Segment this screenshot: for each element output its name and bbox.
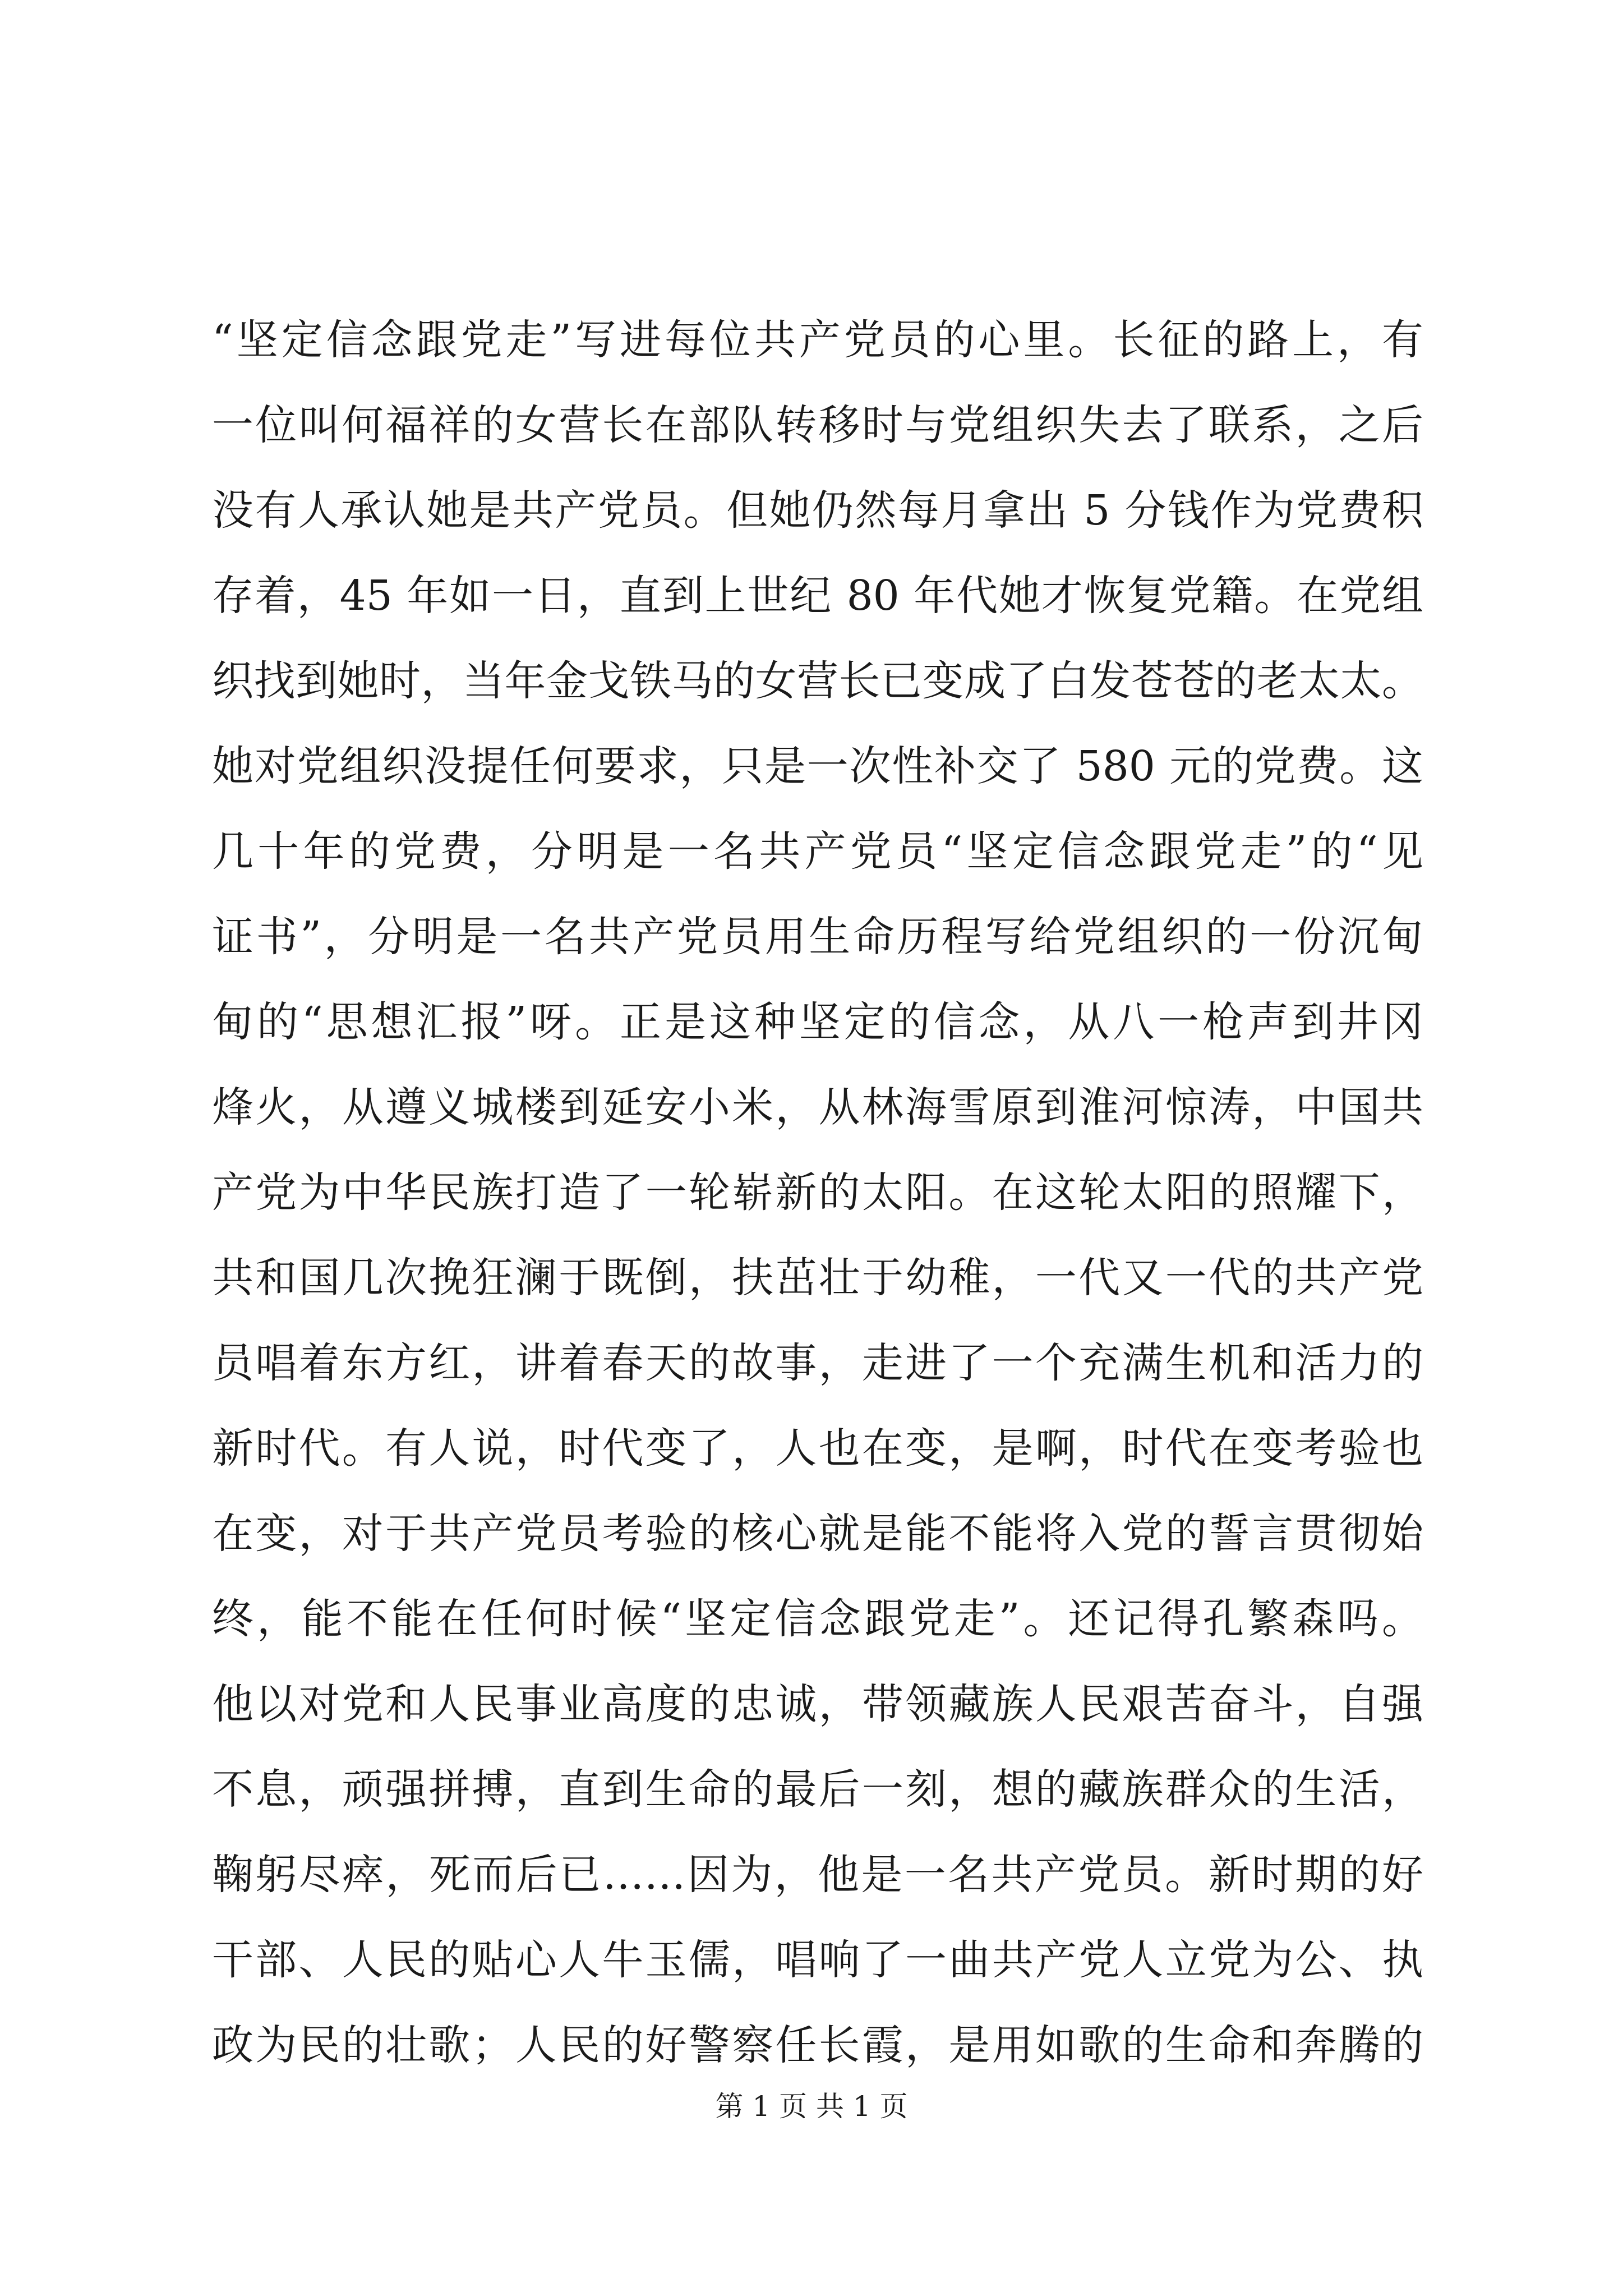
- text-line: 几十年的党费，分明是一名共产党员“坚定信念跟党走”的“见: [212, 827, 1423, 876]
- text-line: 干部、人民的贴心人牛玉儒，唱响了一曲共产党人立党为公、执: [212, 1936, 1423, 1984]
- text-line: 他以对党和人民事业高度的忠诚，带领藏族人民艰苦奋斗，自强: [212, 1680, 1423, 1728]
- text-line: 共和国几次挽狂澜于既倒，扶茁壮于幼稚，一代又一代的共产党: [212, 1254, 1423, 1302]
- text-line: 一位叫何福祥的女营长在部队转移时与党组织失去了联系，之后: [212, 401, 1423, 449]
- text-line: 织找到她时，当年金戈铁马的女营长已变成了白发苍苍的老太太。: [212, 657, 1423, 705]
- page-footer: 第 1 页 共 1 页: [715, 2090, 908, 2123]
- text-line: 在变，对于共产党员考验的核心就是能不能将入党的誓言贯彻始: [212, 1510, 1423, 1558]
- text-line: 鞠躬尽瘁，死而后已……因为，他是一名共产党员。新时期的好: [212, 1851, 1423, 1899]
- text-line: 没有人承认她是共产党员。但她仍然每月拿出 5 分钱作为党费积: [212, 486, 1423, 535]
- text-line: 不息，顽强拼搏，直到生命的最后一刻，想的藏族群众的生活，: [212, 1765, 1423, 1814]
- text-line: “坚定信念跟党走”写进每位共产党员的心里。长征的路上，有: [212, 316, 1423, 364]
- text-line: 烽火，从遵义城楼到延安小米，从林海雪原到淮河惊涛，中国共: [212, 1083, 1423, 1131]
- text-line: 她对党组织没提任何要求，只是一次性补交了 580 元的党费。这: [212, 742, 1423, 790]
- text-line: 产党为中华民族打造了一轮崭新的太阳。在这轮太阳的照耀下，: [212, 1168, 1423, 1217]
- text-line: 存着，45 年如一日，直到上世纪 80 年代她才恢复党籍。在党组: [212, 572, 1423, 620]
- text-line: 终，能不能在任何时候“坚定信念跟党走”。还记得孔繁森吗。: [212, 1595, 1423, 1643]
- body-paragraph: [212, 297, 1423, 2088]
- text-line: 新时代。有人说，时代变了，人也在变，是啊，时代在变考验也: [212, 1424, 1423, 1473]
- text-line: 甸的“思想汇报”呀。正是这种坚定的信念，从八一枪声到井冈: [212, 998, 1423, 1046]
- text-line: 证书”，分明是一名共产党员用生命历程写给党组织的一份沉甸: [212, 913, 1423, 961]
- text-line: 员唱着东方红，讲着春天的故事，走进了一个充满生机和活力的: [212, 1339, 1423, 1387]
- text-line: 政为民的壮歌；人民的好警察任长霞，是用如歌的生命和奔腾的: [212, 2021, 1423, 2069]
